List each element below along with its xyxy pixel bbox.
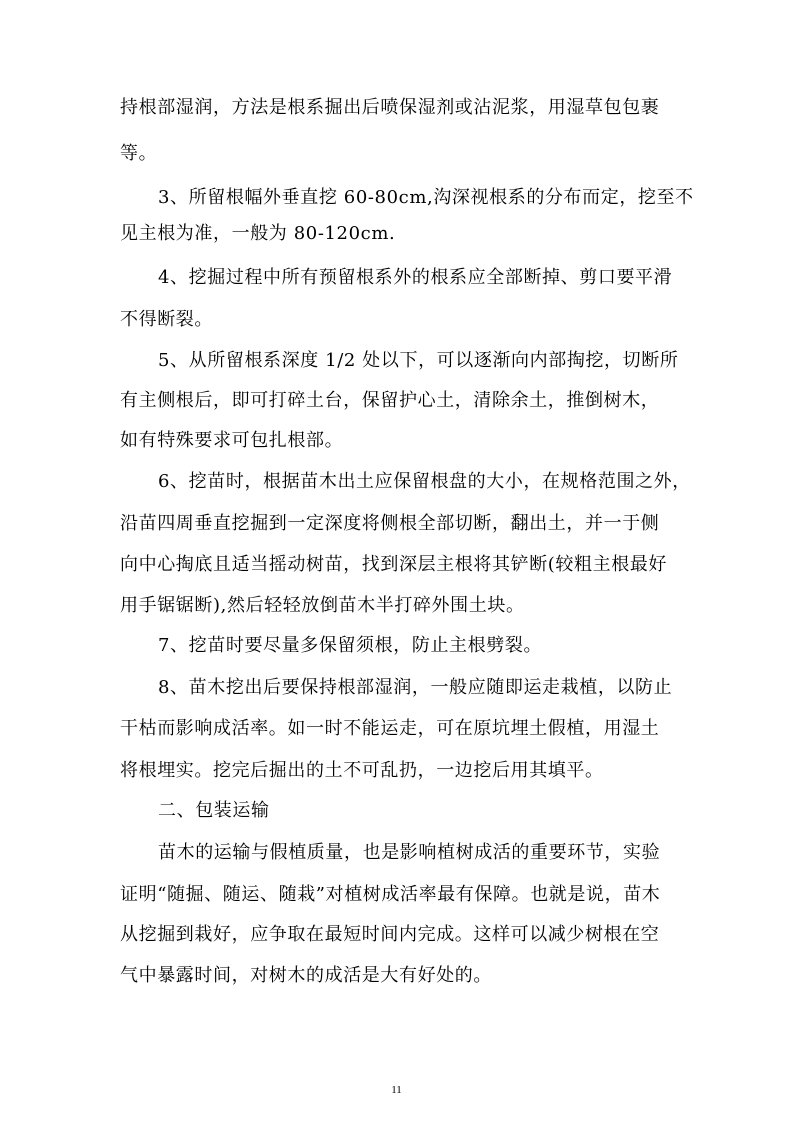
text-line: 沿苗四周垂直挖掘到一定深度将侧根全部切断，翻出土，并一于侧 <box>120 513 660 534</box>
text-line: 3、所留根幅外垂直挖 60-80cm,沟深视根系的分布而定，挖至不 <box>158 187 694 208</box>
text-line: 用手锯锯断),然后轻轻放倒苗木半打碎外围土块。 <box>120 595 525 616</box>
text-line: 向中心掏底且适当摇动树苗，找到深层主根将其铲断(较粗主根最好 <box>120 554 668 575</box>
text-line: 持根部湿润，方法是根系掘出后喷保湿剂或沾泥浆，用湿草包包裹 <box>120 97 660 118</box>
text-line: 将根埋实。挖完后掘出的土不可乱扔，一边挖后用其填平。 <box>120 760 604 781</box>
text-line: 从挖掘到栽好，应争取在最短时间内完成。这样可以减少树根在空 <box>120 924 660 945</box>
text-line: 4、挖掘过程中所有预留根系外的根系应全部断掉、剪口要平滑 <box>158 267 673 288</box>
text-line: 干枯而影响成活率。如一时不能运走，可在原坑埋土假植，用湿土 <box>120 718 660 739</box>
text-line: 7、挖苗时要尽量多保留须根，防止主根劈裂。 <box>158 635 543 656</box>
text-line: 6、挖苗时，根据苗木出土应保留根盘的大小，在规格范围之外， <box>158 471 691 492</box>
text-line: 5、从所留根系深度 1/2 处以下，可以逐渐向内部掏挖，切断所 <box>158 350 679 371</box>
text-line: 有主侧根后，即可打碎土台，保留护心土，清除余土，推倒树木， <box>120 390 660 411</box>
text-line: 证明“随掘、随运、随栽”对植树成活率最有保障。也就是说，苗木 <box>120 884 661 905</box>
page-number: 11 <box>391 1084 402 1096</box>
text-line: 如有特殊要求可包扎根部。 <box>120 430 344 451</box>
text-line: 8、苗木挖出后要保持根部湿润，一般应随即运走栽植，以防止 <box>158 677 673 698</box>
text-line: 等。 <box>120 143 158 164</box>
text-line: 不得断裂。 <box>120 309 213 330</box>
text-line: 气中暴露时间，对树木的成活是大有好处的。 <box>120 965 492 986</box>
section-heading: 二、包装运输 <box>158 800 270 821</box>
text-line: 见主根为准，一般为 80-120cm. <box>120 223 396 244</box>
text-line: 苗木的运输与假植质量，也是影响植树成活的重要环节，实验 <box>158 842 661 863</box>
